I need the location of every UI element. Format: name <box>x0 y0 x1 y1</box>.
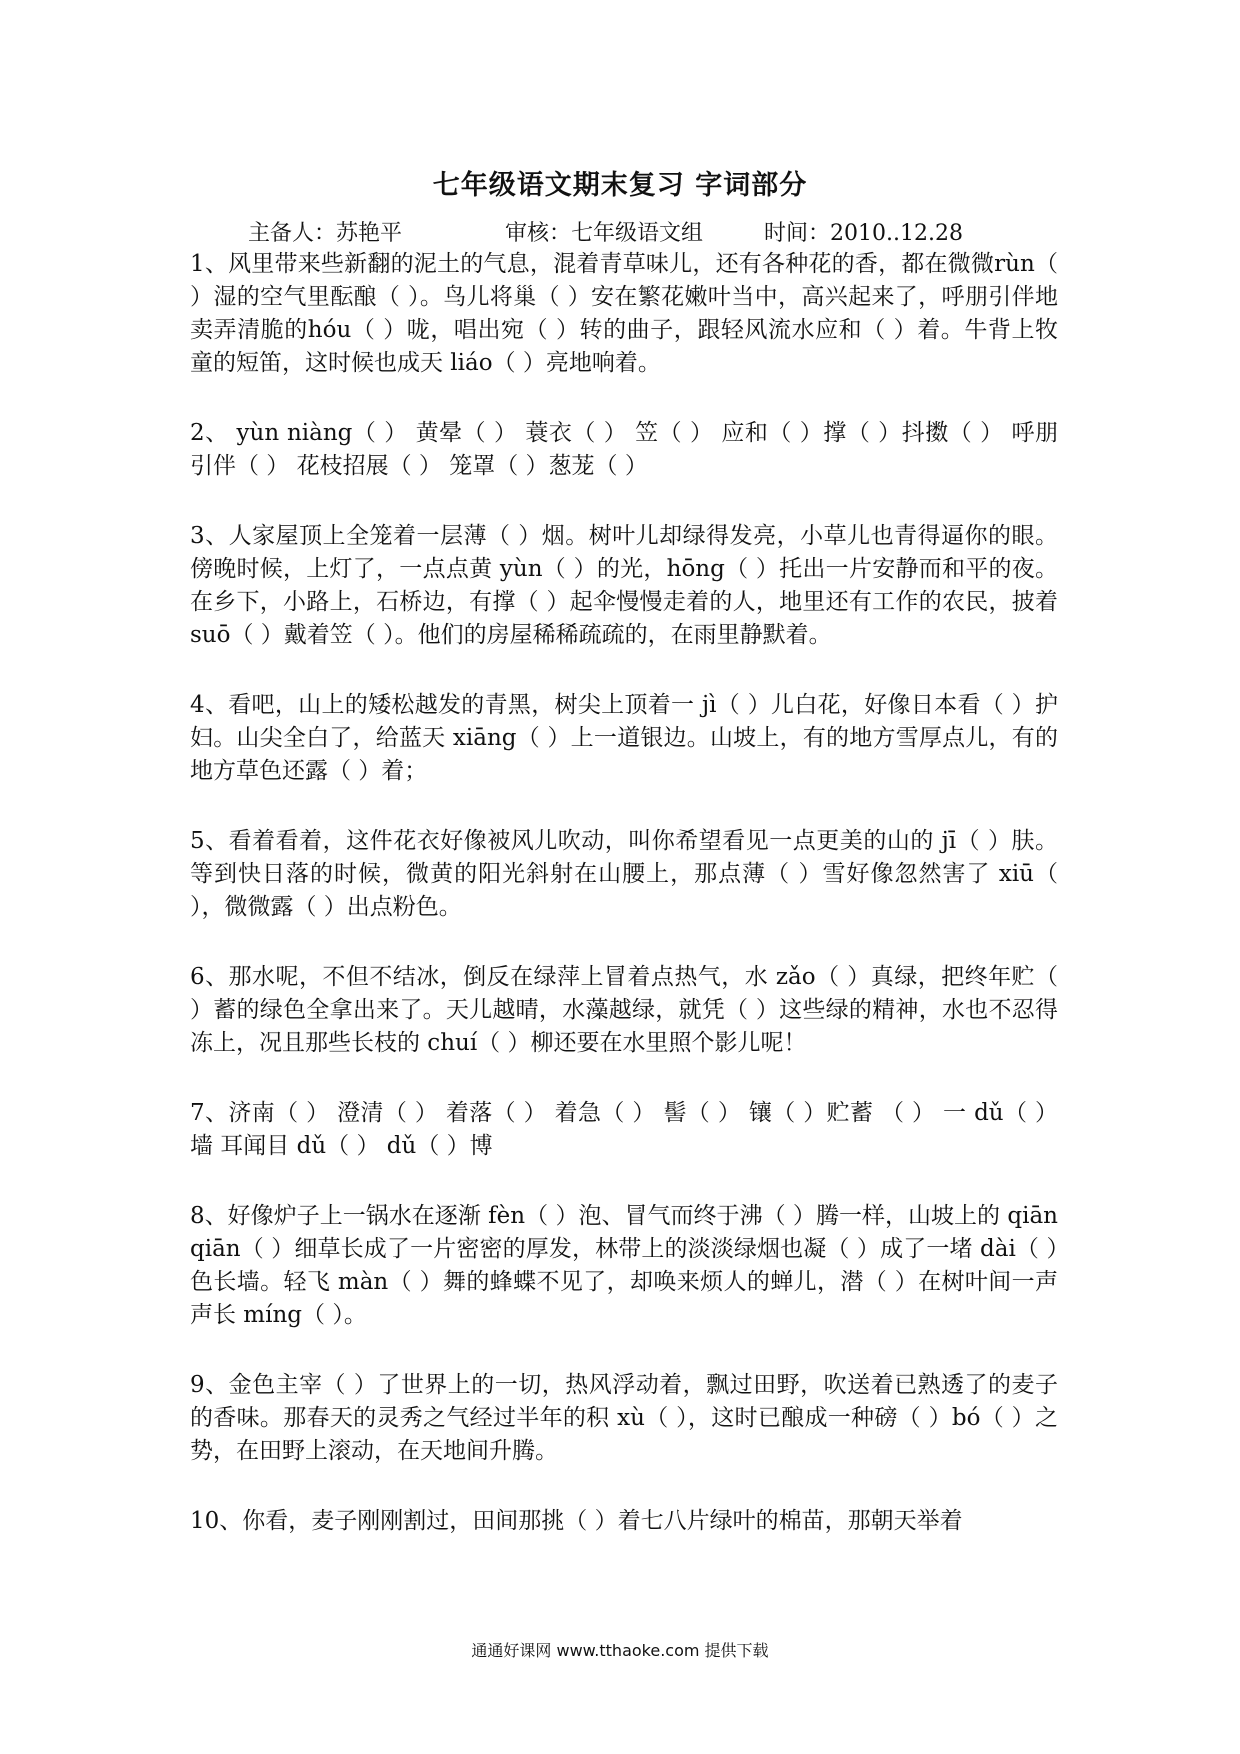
exercise-list <box>190 248 1058 1575</box>
question-6: 6、那水呢，不但不结冰，倒反在绿萍上冒着点热气，水 zǎo（ ）真绿，把终年贮（ ）蓄的绿色全拿出来了。天儿越晴，水藻越绿，就凭（ ）这些绿的精神，水也不忍得冻上，况且那些长枝的 chuí（ ）柳还要在水里照个影儿呢！ <box>190 964 1058 1056</box>
document-meta <box>248 216 963 247</box>
date-label: 时间：2010..12.28 <box>764 221 963 246</box>
question-4: 4、看吧，山上的矮松越发的青黑，树尖上顶着一 jì（ ）儿白花，好像日本看（ ）护妇。山尖全白了，给蓝天 xiāng（ ）上一道银边。山坡上，有的地方雪厚点儿，有的地方草色还露（ ）着； <box>190 692 1058 784</box>
question-8: 8、好像炉子上一锅水在逐渐 fèn（ ）泡、冒气而终于沸（ ）腾一样，山坡上的 qiān qiān（ ）细草长成了一片密密的厚发，林带上的淡淡绿烟也凝（ ）成了一堵 dài（ ）色长墙。轻飞 màn（ ）舞的蜂蝶不见了，却唤来烦人的蝉儿，潜（ ）在树叶间一声声长 míng（ ）。 <box>190 1203 1058 1328</box>
question-3: 3、人家屋顶上全笼着一层薄（ ）烟。树叶儿却绿得发亮，小草儿也青得逼你的眼。傍晚时候，上灯了，一点点黄 yùn（ ）的光，hōng（ ）托出一片安静而和平的夜。在乡下，小路上，石桥边，有撑（ ）起伞慢慢走着的人，地里还有工作的农民，披着 suō（ ）戴着笠（ ）。他们的房屋稀稀疏疏的，在雨里静默着。 <box>190 523 1058 648</box>
question-5: 5、看着看着，这件花衣好像被风儿吹动，叫你希望看见一点更美的山的 jī（ ）肤。等到快日落的时候，微黄的阳光斜射在山腰上，那点薄（ ）雪好像忽然害了 xiū（ ），微微露（ ）出点粉色。 <box>190 828 1058 920</box>
question-1: 1、风里带来些新翻的泥土的气息，混着青草味儿，还有各种花的香，都在微微rùn（ ）湿的空气里酝酿（ ）。鸟儿将巢（ ）安在繁花嫩叶当中，高兴起来了，呼朋引伴地卖弄清脆的hóu（ ）咙，唱出宛（ ）转的曲子，跟轻风流水应和（ ）着。牛背上牧童的短笛，这时候也成天 liáo（ ）亮地响着。 <box>190 251 1058 376</box>
question-7: 7、济南（ ） 澄清（ ） 着落（ ） 着急（ ） 髻（ ） 镶（ ）贮蓄 （ ） 一 dǔ（ ）墙 耳闻目 dǔ（ ） dǔ（ ）博 <box>190 1100 1058 1159</box>
page-title: 七年级语文期末复习 字词部分 <box>432 170 808 201</box>
question-9: 9、金色主宰（ ）了世界上的一切，热风浮动着，飘过田野，吹送着已熟透了的麦子的香味。那春天的灵秀之气经过半年的积 xù（ ），这时已酿成一种磅（ ）bó（ ）之势，在田野上滚动，在天地间升腾。 <box>190 1372 1058 1464</box>
download-footer: 通通好课网 www.tthaoke.com 提供下载 <box>471 1641 769 1660</box>
question-10: 10、你看，麦子刚刚割过，田间那挑（ ）着七八片绿叶的棉苗，那朝天举着 <box>190 1508 963 1534</box>
question-2: 2、 yùn niàng（ ） 黄晕（ ） 蓑衣（ ） 笠（ ） 应和（ ）撑（ ）抖擞（ ） 呼朋引伴（ ） 花枝招展（ ） 笼罩（ ）葱茏（ ） <box>190 420 1058 479</box>
reviewer-label: 审核：七年级语文组 <box>505 221 704 246</box>
preparer-label: 主备人：苏艳平 <box>248 221 403 246</box>
